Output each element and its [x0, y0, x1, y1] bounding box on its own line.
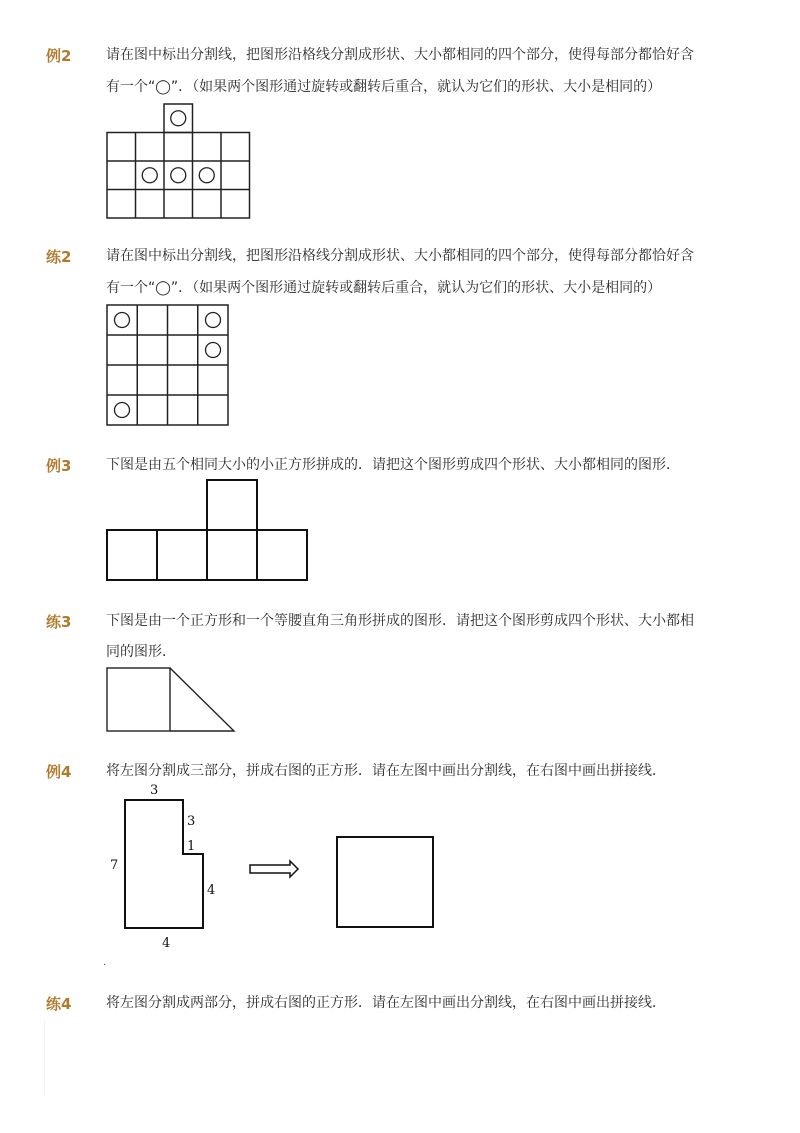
exercise-text-line: 有一个“◯”．（如果两个图形通过旋转或翻转后重合，就认为它们的形状、大小是相同的）: [106, 79, 662, 95]
exercise-label-pr4: 练4: [46, 995, 72, 1013]
square-cell: [207, 530, 257, 580]
circle-marker: [206, 343, 221, 358]
figure-ex4: [0, 780, 440, 970]
dimension-label: 4: [207, 883, 216, 898]
figure-ex3-shape: [105, 479, 310, 583]
exercise-text-line: 请在图中标出分割线，把图形沿格线分割成形状、大小都相同的四个部分，使得每部分都恰好含: [106, 248, 694, 264]
figure-pr2-grid: [106, 304, 231, 428]
exercise-text-line: 将左图分割成三部分，拼成右图的正方形．请在左图中画出分割线，在右图中画出拼接线．: [106, 763, 666, 779]
dimension-label: 3: [150, 783, 159, 798]
exercise-text-line: 下图是由一个正方形和一个等腰直角三角形拼成的图形．请把这个图形剪成四个形状、大小都相: [106, 613, 694, 629]
margin-line: [44, 1020, 45, 1095]
dimension-label: 1: [187, 839, 196, 854]
exercise-label-ex3: 例3: [46, 457, 72, 475]
stray-mark: .: [103, 957, 107, 968]
target-square: [337, 837, 433, 927]
square-cell: [207, 480, 257, 530]
square-cell: [257, 530, 307, 580]
exercise-text-line: 有一个“◯”．（如果两个图形通过旋转或翻转后重合，就认为它们的形状、大小是相同的）: [106, 280, 662, 296]
exercise-text-line: 请在图中标出分割线，把图形沿格线分割成形状、大小都相同的四个部分，使得每部分都恰好含: [106, 47, 694, 63]
square-cell: [107, 530, 157, 580]
circle-marker: [171, 111, 186, 126]
circle-marker: [171, 168, 186, 183]
triangle-part: [170, 668, 234, 731]
circle-marker: [206, 313, 221, 328]
dimension-label: 7: [110, 858, 119, 873]
circle-marker: [142, 168, 157, 183]
figure-pr3-shape: [105, 667, 237, 733]
figure-ex2-grid: [106, 103, 251, 219]
exercise-label-pr3: 练3: [46, 613, 72, 631]
dimension-label: 4: [162, 936, 171, 951]
arrow-icon: [250, 861, 298, 877]
exercise-text-line: 下图是由五个相同大小的小正方形拼成的．请把这个图形剪成四个形状、大小都相同的图形．: [106, 457, 680, 473]
square-cell: [157, 530, 207, 580]
circle-marker: [115, 403, 130, 418]
dimension-label: 3: [187, 814, 196, 829]
exercise-label-ex2: 例2: [46, 47, 72, 65]
exercise-label-pr2: 练2: [46, 248, 72, 266]
exercise-text-line: 将左图分割成两部分，拼成右图的正方形．请在左图中画出分割线，在右图中画出拼接线．: [106, 995, 666, 1011]
exercise-text-line: 同的图形．: [106, 644, 176, 660]
grid-cell: [164, 104, 193, 133]
circle-marker: [199, 168, 214, 183]
grid-outline: [107, 133, 250, 219]
square-part: [107, 668, 170, 731]
circle-marker: [115, 313, 130, 328]
exercise-label-ex4: 例4: [46, 763, 72, 781]
